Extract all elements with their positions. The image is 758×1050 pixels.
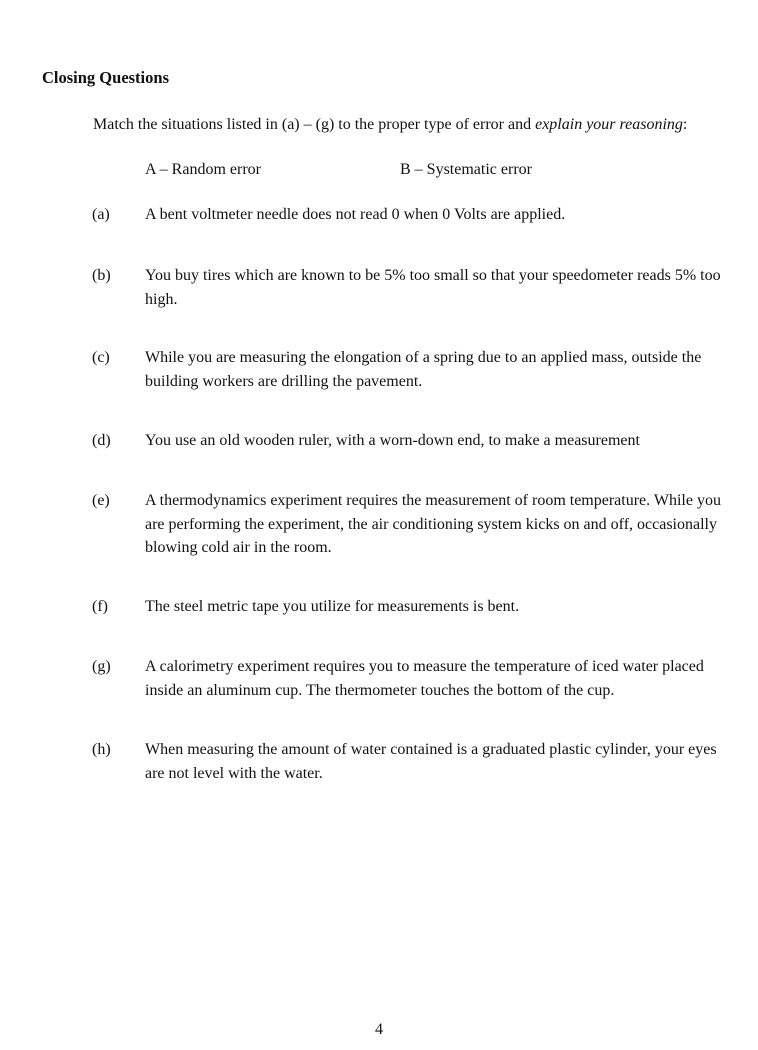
instruction-suffix: : xyxy=(682,116,688,133)
item-text: When measuring the amount of water contained is a graduated plastic cylinder, your eyes are not level with the water. xyxy=(145,741,717,782)
item-letter: (f) xyxy=(92,598,108,615)
option-random-error: A – Random error xyxy=(145,161,261,178)
page-number: 4 xyxy=(375,1021,383,1038)
instruction-text xyxy=(93,114,687,136)
item-text: While you are measuring the elongation of a spring due to an applied mass, outside the building workers are drilling the pavement. xyxy=(145,349,702,390)
item-text: A bent voltmeter needle does not read 0 when 0 Volts are applied. xyxy=(145,206,566,223)
item-letter: (c) xyxy=(92,349,110,366)
item-text: A thermodynamics experiment requires the measurement of room temperature. While you are performing the experiment, the air conditioning system kicks on and off, occasionally blowing cold air in the room. xyxy=(145,492,721,556)
section-heading: Closing Questions xyxy=(42,68,169,87)
item-text: The steel metric tape you utilize for measurements is bent. xyxy=(145,598,520,615)
item-letter: (h) xyxy=(92,741,111,758)
instruction-prefix: Match the situations listed in (a) – (g) to the proper type of error and xyxy=(93,116,536,133)
item-letter: (d) xyxy=(92,432,111,449)
option-systematic-error: B – Systematic error xyxy=(400,161,532,178)
item-letter: (e) xyxy=(92,492,110,509)
item-text: You use an old wooden ruler, with a worn-down end, to make a measurement xyxy=(145,432,640,449)
item-text: A calorimetry experiment requires you to measure the temperature of iced water placed inside an aluminum cup. The thermometer touches the bottom of the cup. xyxy=(145,658,704,699)
item-text: You buy tires which are known to be 5% too small so that your speedometer reads 5% too high. xyxy=(145,267,721,308)
instruction-emphasis: explain your reasoning xyxy=(535,116,683,133)
item-letter: (b) xyxy=(92,267,111,284)
item-letter: (g) xyxy=(92,658,111,675)
item-letter: (a) xyxy=(92,206,110,223)
